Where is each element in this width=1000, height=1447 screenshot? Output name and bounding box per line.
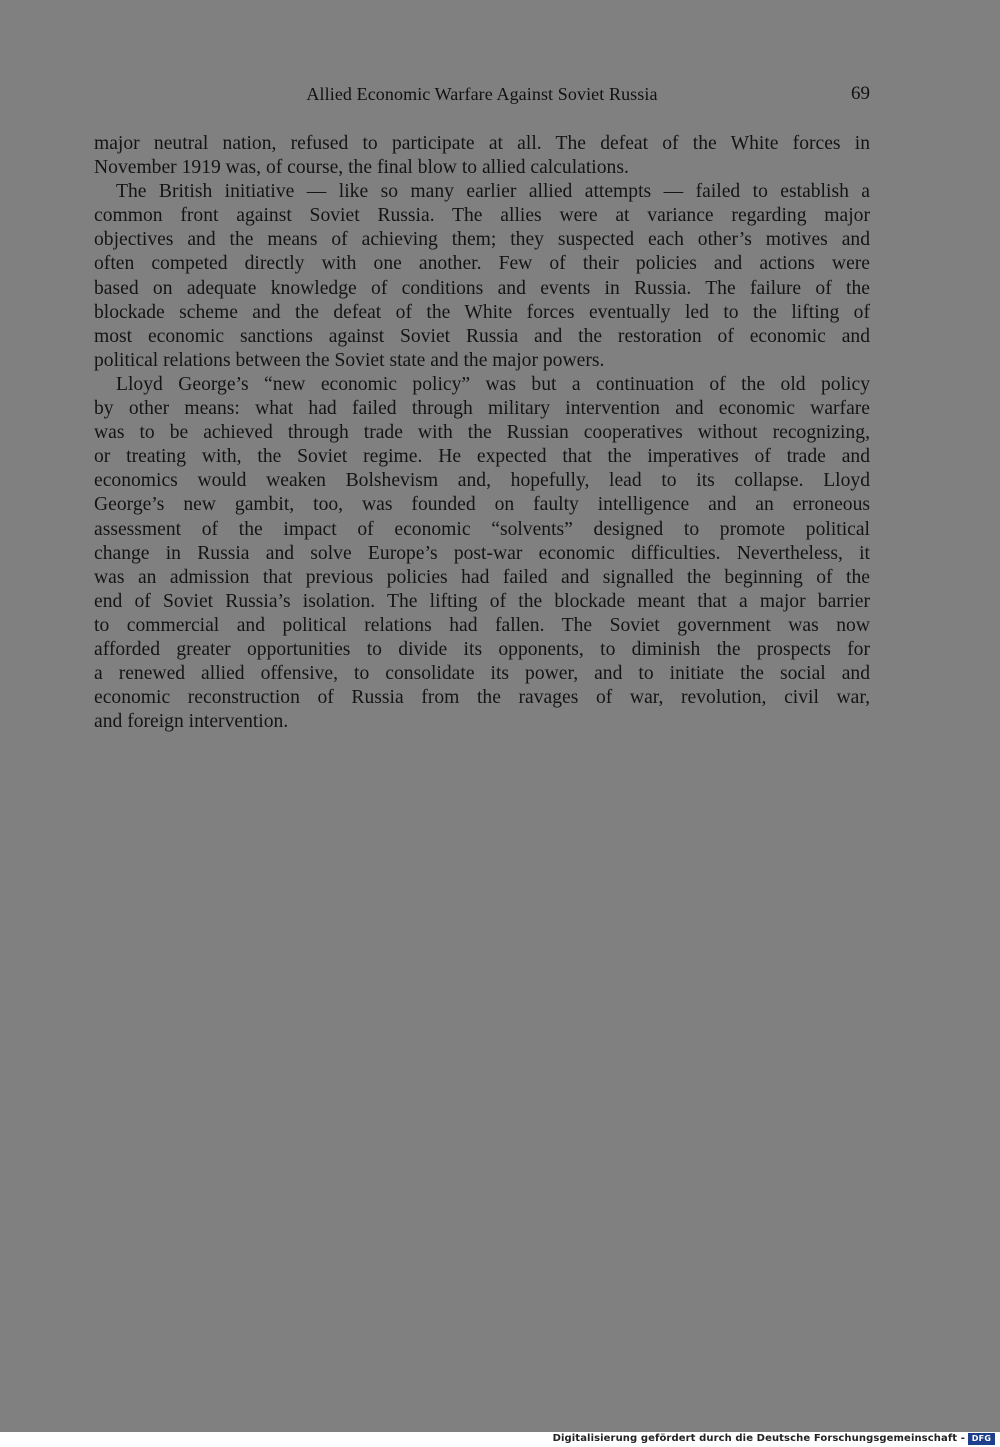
text-line: economics would weaken Bolshevism and, hopefully, lead to its collapse. Lloyd [94,470,870,492]
text-line: change in Russia and solve Europe’s post-war economic difficulties. Nevertheless, it [94,542,870,564]
funding-credit: Digitalisierung gefördert durch die Deutsche Forschungsgemeinschaft - [552,1433,965,1444]
body-text [94,132,870,734]
text-line: was to be achieved through trade with the Russian cooperatives without recognizing, [94,422,870,444]
text-line: and foreign intervention. [94,711,289,733]
text-line: or treating with, the Soviet regime. He expected that the imperatives of trade and [94,446,870,468]
text-line: assessment of the impact of economic “solvents” designed to promote political [94,518,870,540]
text-line: The British initiative — like so many earlier allied attempts — failed to establish a [116,181,870,203]
text-line: most economic sanctions against Soviet Russia and the restoration of economic and [94,325,870,347]
text-line: objectives and the means of achieving them; they suspected each other’s motives and [94,229,870,251]
text-line: by other means: what had failed through military intervention and economic warfare [94,398,870,420]
text-line: to commercial and political relations had fallen. The Soviet government was now [94,614,870,636]
dfg-logo: DFG [968,1433,995,1445]
running-title: Allied Economic Warfare Against Soviet Russia [306,84,658,104]
text-line: afforded greater opportunities to divide its opponents, to diminish the prospects for [94,638,870,660]
text-line: blockade scheme and the defeat of the White forces eventually led to the lifting of [94,301,870,323]
text-line: was an admission that previous policies had failed and signalled the beginning of the [94,566,870,588]
text-line: based on adequate knowledge of conditions and events in Russia. The failure of the [94,277,870,299]
text-line: common front against Soviet Russia. The allies were at variance regarding major [94,205,870,227]
text-line: November 1919 was, of course, the final blow to allied calculations. [94,157,629,179]
text-line: political relations between the Soviet state and the major powers. [94,349,605,371]
text-line: George’s new gambit, too, was founded on faulty intelligence and an erroneous [94,494,870,516]
text-line: major neutral nation, refused to participate at all. The defeat of the White forces in [94,133,870,154]
text-line: a renewed allied offensive, to consolidate its power, and to initiate the social and [94,663,870,685]
running-head [94,84,870,110]
text-line: Lloyd George’s “new economic policy” was but a continuation of the old policy [116,373,870,395]
text-line: end of Soviet Russia’s isolation. The lifting of the blockade meant that a major barrier [94,590,870,612]
page-number: 69 [851,83,870,104]
text-line: often competed directly with one another. Few of their policies and actions were [94,253,870,275]
digitization-footer [0,1432,1000,1447]
text-line: economic reconstruction of Russia from the ravages of war, revolution, civil war, [94,687,870,709]
